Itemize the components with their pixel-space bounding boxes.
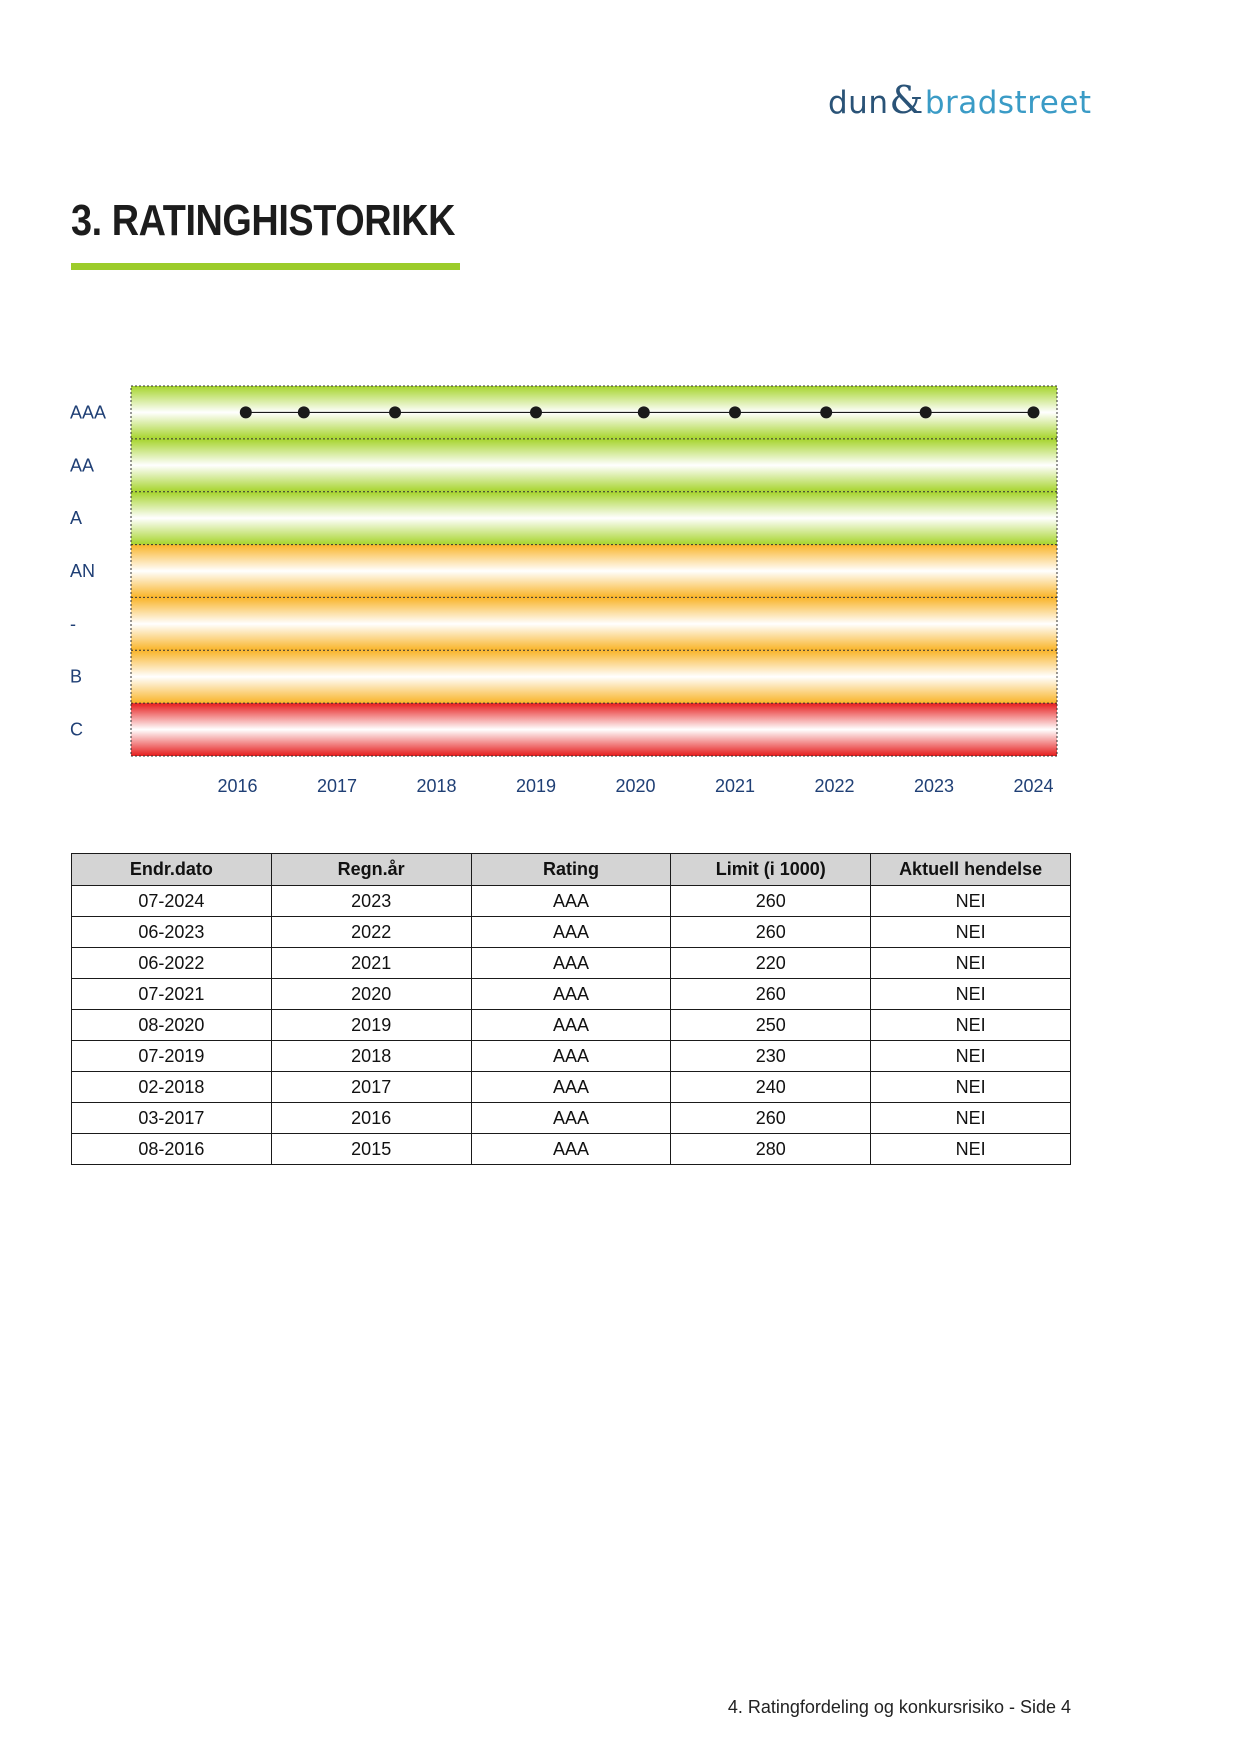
cell-endr-dato: 02-2018 [72,1072,272,1103]
cell-rating: AAA [471,917,671,948]
cell-aktuell-hendelse: NEI [871,1010,1071,1041]
cell-aktuell-hendelse: NEI [871,1072,1071,1103]
cell-regn-ar: 2015 [271,1134,471,1165]
rating-band-an [131,545,1057,598]
cell-endr-dato: 08-2016 [72,1134,272,1165]
x-axis-label: 2017 [316,776,358,796]
y-axis-label: B [70,666,83,687]
x-axis-label: 2018 [416,776,457,796]
cell-limit: 220 [671,948,871,979]
x-axis-label: 2019 [515,776,557,796]
cell-rating: AAA [471,1041,671,1072]
rating-band-aa [131,439,1057,492]
cell-rating: AAA [471,948,671,979]
rating-data-point [389,406,401,418]
logo-text-bradstreet: bradstreet [924,85,1092,121]
cell-limit: 260 [671,886,871,917]
cell-limit: 260 [671,1103,871,1134]
table-row [72,917,1071,948]
table-row [72,979,1071,1010]
cell-limit: 260 [671,917,871,948]
cell-rating: AAA [471,979,671,1010]
x-axis-label: 2020 [615,776,656,796]
cell-rating: AAA [471,1072,671,1103]
cell-limit: 230 [671,1041,871,1072]
x-axis-label: 2016 [217,776,258,796]
cell-aktuell-hendelse: NEI [871,917,1071,948]
table-row [72,1010,1071,1041]
rating-history-chart [60,380,1080,800]
cell-aktuell-hendelse: NEI [871,1103,1071,1134]
cell-aktuell-hendelse: NEI [871,979,1071,1010]
cell-rating: AAA [471,886,671,917]
title-underline [71,263,460,270]
rating-data-point [920,406,932,418]
table-body [72,886,1071,1165]
cell-rating: AAA [471,1134,671,1165]
cell-limit: 280 [671,1134,871,1165]
cell-endr-dato: 08-2020 [72,1010,272,1041]
rating-band-c [131,703,1057,756]
x-axis-label: 2023 [913,776,955,796]
rating-data-point [240,406,252,418]
cell-regn-ar: 2020 [271,979,471,1010]
cell-endr-dato: 06-2022 [72,948,272,979]
cell-aktuell-hendelse: NEI [871,1134,1071,1165]
y-axis-label: C [70,719,83,740]
rating-data-point [638,406,650,418]
col-header-aktuell-hendelse: Aktuell hendelse [871,854,1071,886]
cell-endr-dato: 07-2024 [72,886,272,917]
cell-aktuell-hendelse: NEI [871,948,1071,979]
col-header-endr-dato: Endr.dato [72,854,272,886]
table-row [72,1103,1071,1134]
cell-endr-dato: 03-2017 [72,1103,272,1134]
cell-aktuell-hendelse: NEI [871,1041,1071,1072]
col-header-rating: Rating [471,854,671,886]
page-title: 3. RATINGHISTORIKK [71,196,456,245]
rating-data-point [298,406,310,418]
cell-regn-ar: 2021 [271,948,471,979]
cell-regn-ar: 2019 [271,1010,471,1041]
cell-limit: 250 [671,1010,871,1041]
table-row [72,1134,1071,1165]
y-axis-label: AN [70,561,96,581]
table-row [72,948,1071,979]
cell-regn-ar: 2022 [271,917,471,948]
rating-data-point [530,406,542,418]
logo-text-dun: dun [828,85,889,121]
cell-regn-ar: 2017 [271,1072,471,1103]
cell-regn-ar: 2016 [271,1103,471,1134]
cell-endr-dato: 07-2019 [72,1041,272,1072]
rating-band-a [131,492,1057,545]
cell-limit: 260 [671,979,871,1010]
table-header-row [72,854,1071,886]
x-axis-label: 2024 [1013,776,1054,796]
rating-data-point [1028,406,1040,418]
cell-aktuell-hendelse: NEI [871,886,1071,917]
x-axis-label: 2022 [814,776,855,796]
cell-regn-ar: 2023 [271,886,471,917]
page-footer: 4. Ratingfordeling og konkursrisiko - Side 4 [727,1697,1071,1717]
x-axis-label: 2021 [714,776,756,796]
col-header-limit: Limit (i 1000) [671,854,871,886]
rating-band-dash [131,597,1057,650]
cell-endr-dato: 06-2023 [72,917,272,948]
rating-data-point [729,406,741,418]
rating-chart-svg [60,380,1080,800]
rating-data-point [820,406,832,418]
rating-history-table [71,853,1071,1165]
y-axis-label: A [70,508,83,529]
cell-rating: AAA [471,1103,671,1134]
table-row [72,886,1071,917]
col-header-regn-ar: Regn.år [271,854,471,886]
dun-bradstreet-logo [828,78,1092,122]
table-row [72,1041,1071,1072]
cell-limit: 240 [671,1072,871,1103]
cell-endr-dato: 07-2021 [72,979,272,1010]
y-axis-label: AAA [70,402,107,423]
y-axis-label: AA [70,455,95,476]
cell-rating: AAA [471,1010,671,1041]
rating-band-b [131,650,1057,703]
y-axis-label: - [70,613,76,634]
table-row [72,1072,1071,1103]
cell-regn-ar: 2018 [271,1041,471,1072]
logo-ampersand: & [889,78,924,122]
